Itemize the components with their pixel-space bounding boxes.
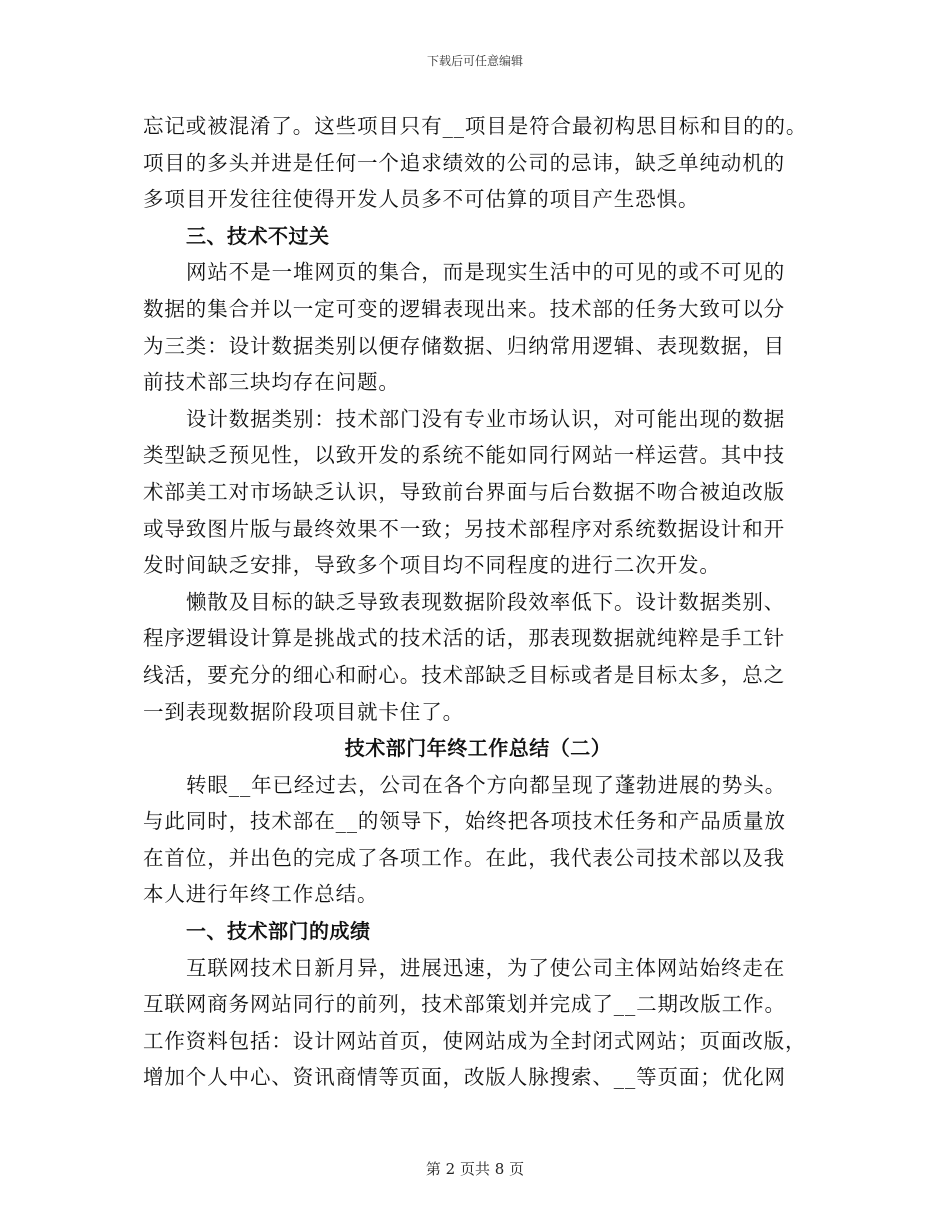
paragraph-line: 懒散及目标的缺乏导致表现数据阶段效率低下。设计数据类别、	[186, 589, 786, 614]
paragraph-line: 数据的集合并以一定可变的逻辑表现出来。技术部的任务大致可以分	[143, 296, 785, 321]
section-heading: 三、技术不过关	[186, 223, 330, 248]
paragraph-line: 术部美工对市场缺乏认识，导致前台界面与后台数据不吻合被迫改版	[143, 479, 785, 504]
paragraph-line: 转眼__年已经过去，公司在各个方向都呈现了蓬勃进展的势头。	[186, 772, 787, 797]
paragraph-line: 增加个人中心、资讯商情等页面，改版人脉搜索、__等页面；优化网	[143, 1065, 786, 1090]
paragraph-line: 本人进行年终工作总结。	[143, 882, 379, 907]
paragraph-line: 忘记或被混淆了。这些项目只有__项目是符合最初构思目标和目的的。	[143, 114, 808, 138]
paragraph-line: 与此同时，技术部在__的领导下，始终把各项技术任务和产品质量放	[143, 809, 786, 834]
paragraph-line: 网站不是一堆网页的集合，而是现实生活中的可见的或不可见的	[186, 260, 786, 285]
document-title: 技术部门年终工作总结（二）	[344, 736, 612, 761]
paragraph-line: 前技术部三块均存在问题。	[143, 370, 400, 395]
paragraph-line: 程序逻辑设计算是挑战式的技术活的话，那表现数据就纯粹是手工针	[143, 626, 785, 651]
page-number-footer: 第 2 页共 8 页	[425, 1160, 525, 1178]
paragraph-line: 互联网技术日新月异，进展迅速，为了使公司主体网站始终走在	[186, 955, 786, 980]
paragraph-line: 项目的多头并进是任何一个追求绩效的公司的忌讳，缺乏单纯动机的	[143, 150, 785, 175]
paragraph-line: 或导致图片版与最终效果不一致；另技术部程序对系统数据设计和开	[143, 516, 785, 541]
page-header: 下载后可任意编辑	[426, 54, 523, 68]
paragraph-line: 类型缺乏预见性，以致开发的系统不能如同行网站一样运营。其中技	[143, 443, 785, 468]
paragraph-line: 发时间缺乏安排，导致多个项目均不同程度的进行二次开发。	[143, 553, 721, 578]
paragraph-line: 为三类：设计数据类别以便存储数据、归纳常用逻辑、表现数据，目	[143, 333, 785, 358]
paragraph-line: 多项目开发往往使得开发人员多不可估算的项目产生恐惧。	[143, 187, 700, 212]
paragraph-line: 在首位，并出色的完成了各项工作。在此，我代表公司技术部以及我	[143, 845, 785, 870]
paragraph-line: 工作资料包括：设计网站首页，使网站成为全封闭式网站；页面改版，	[143, 1028, 807, 1053]
paragraph-line: 设计数据类别：技术部门没有专业市场认识，对可能出现的数据	[186, 406, 786, 431]
paragraph-line: 一到表现数据阶段项目就卡住了。	[143, 699, 464, 724]
section-heading: 一、技术部门的成绩	[186, 919, 371, 944]
paragraph-line: 互联网商务网站同行的前列，技术部策划并完成了__二期改版工作。	[143, 992, 786, 1017]
document-body	[143, 108, 813, 1096]
paragraph-line: 线活，要充分的细心和耐心。技术部缺乏目标或者是目标太多，总之	[143, 662, 785, 687]
